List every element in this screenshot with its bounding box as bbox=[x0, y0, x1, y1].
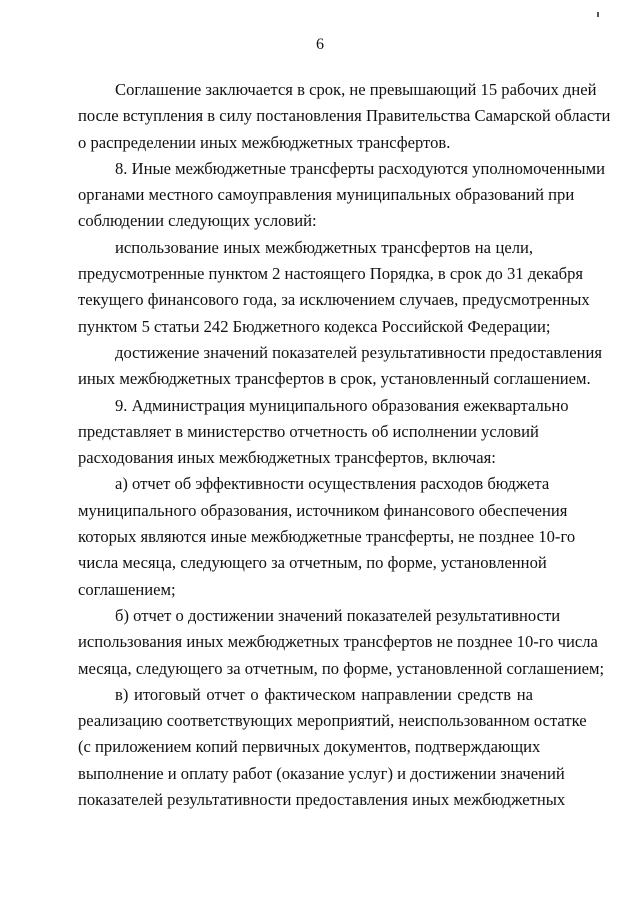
text-line: числа месяца, следующего за отчетным, по форме, установленной bbox=[78, 553, 547, 573]
text-line: соблюдении следующих условий: bbox=[78, 211, 317, 231]
text-line: а) отчет об эффективности осуществления расходов бюджета bbox=[115, 474, 550, 494]
text-line: выполнение и оплату работ (оказание услуг) и достижении значений bbox=[78, 763, 565, 783]
text-line: иных межбюджетных трансфертов в срок, установленный соглашением. bbox=[78, 369, 591, 389]
text-line: которых являются иные межбюджетные трансферты, не позднее 10-го bbox=[78, 527, 576, 547]
scan-mark bbox=[597, 12, 599, 17]
text-line: 9. Администрация муниципального образования ежеквартально bbox=[115, 395, 569, 415]
text-line: текущего финансового года, за исключением случаев, предусмотренных bbox=[78, 290, 590, 310]
text-line: представляет в министерство отчетность об исполнении условий bbox=[78, 421, 539, 441]
page-number: 6 bbox=[316, 36, 324, 53]
text-line: после вступления в силу постановления Правительства Самарской области bbox=[78, 106, 611, 126]
document-body bbox=[78, 79, 611, 815]
text-line: реализацию соответствующих мероприятий, неиспользованном остатке bbox=[78, 711, 587, 731]
text-line: органами местного самоуправления муниципальных образований при bbox=[78, 185, 575, 205]
text-line: достижение значений показателей результативности предоставления bbox=[115, 342, 603, 362]
text-line: муниципального образования, источником финансового обеспечения bbox=[78, 500, 568, 520]
text-line: использования иных межбюджетных трансфертов не позднее 10-го числа bbox=[78, 632, 598, 652]
text-line: о распределении иных межбюджетных трансфертов. bbox=[78, 132, 451, 152]
text-line: использование иных межбюджетных трансфертов на цели, bbox=[115, 237, 533, 257]
text-line: б) отчет о достижении значений показателей результативности bbox=[115, 605, 561, 625]
text-line: Соглашение заключается в срок, не превышающий 15 рабочих дней bbox=[115, 80, 597, 99]
text-line: (с приложением копий первичных документов, подтверждающих bbox=[78, 737, 541, 757]
text-line: 8. Иные межбюджетные трансферты расходуются уполномоченными bbox=[115, 158, 605, 178]
text-line: предусмотренные пунктом 2 настоящего Порядка, в срок до 31 декабря bbox=[78, 264, 584, 284]
text-line: в) итоговый отчет о фактическом направлении средств на bbox=[115, 684, 533, 704]
text-line: пунктом 5 статьи 242 Бюджетного кодекса Российской Федерации; bbox=[78, 316, 551, 336]
text-line: месяца, следующего за отчетным, по форме, установленной соглашением; bbox=[78, 658, 605, 678]
text-line: показателей результативности предоставления иных межбюджетных bbox=[78, 790, 566, 810]
text-line: соглашением; bbox=[78, 579, 176, 599]
text-line: расходования иных межбюджетных трансфертов, включая: bbox=[78, 448, 496, 468]
